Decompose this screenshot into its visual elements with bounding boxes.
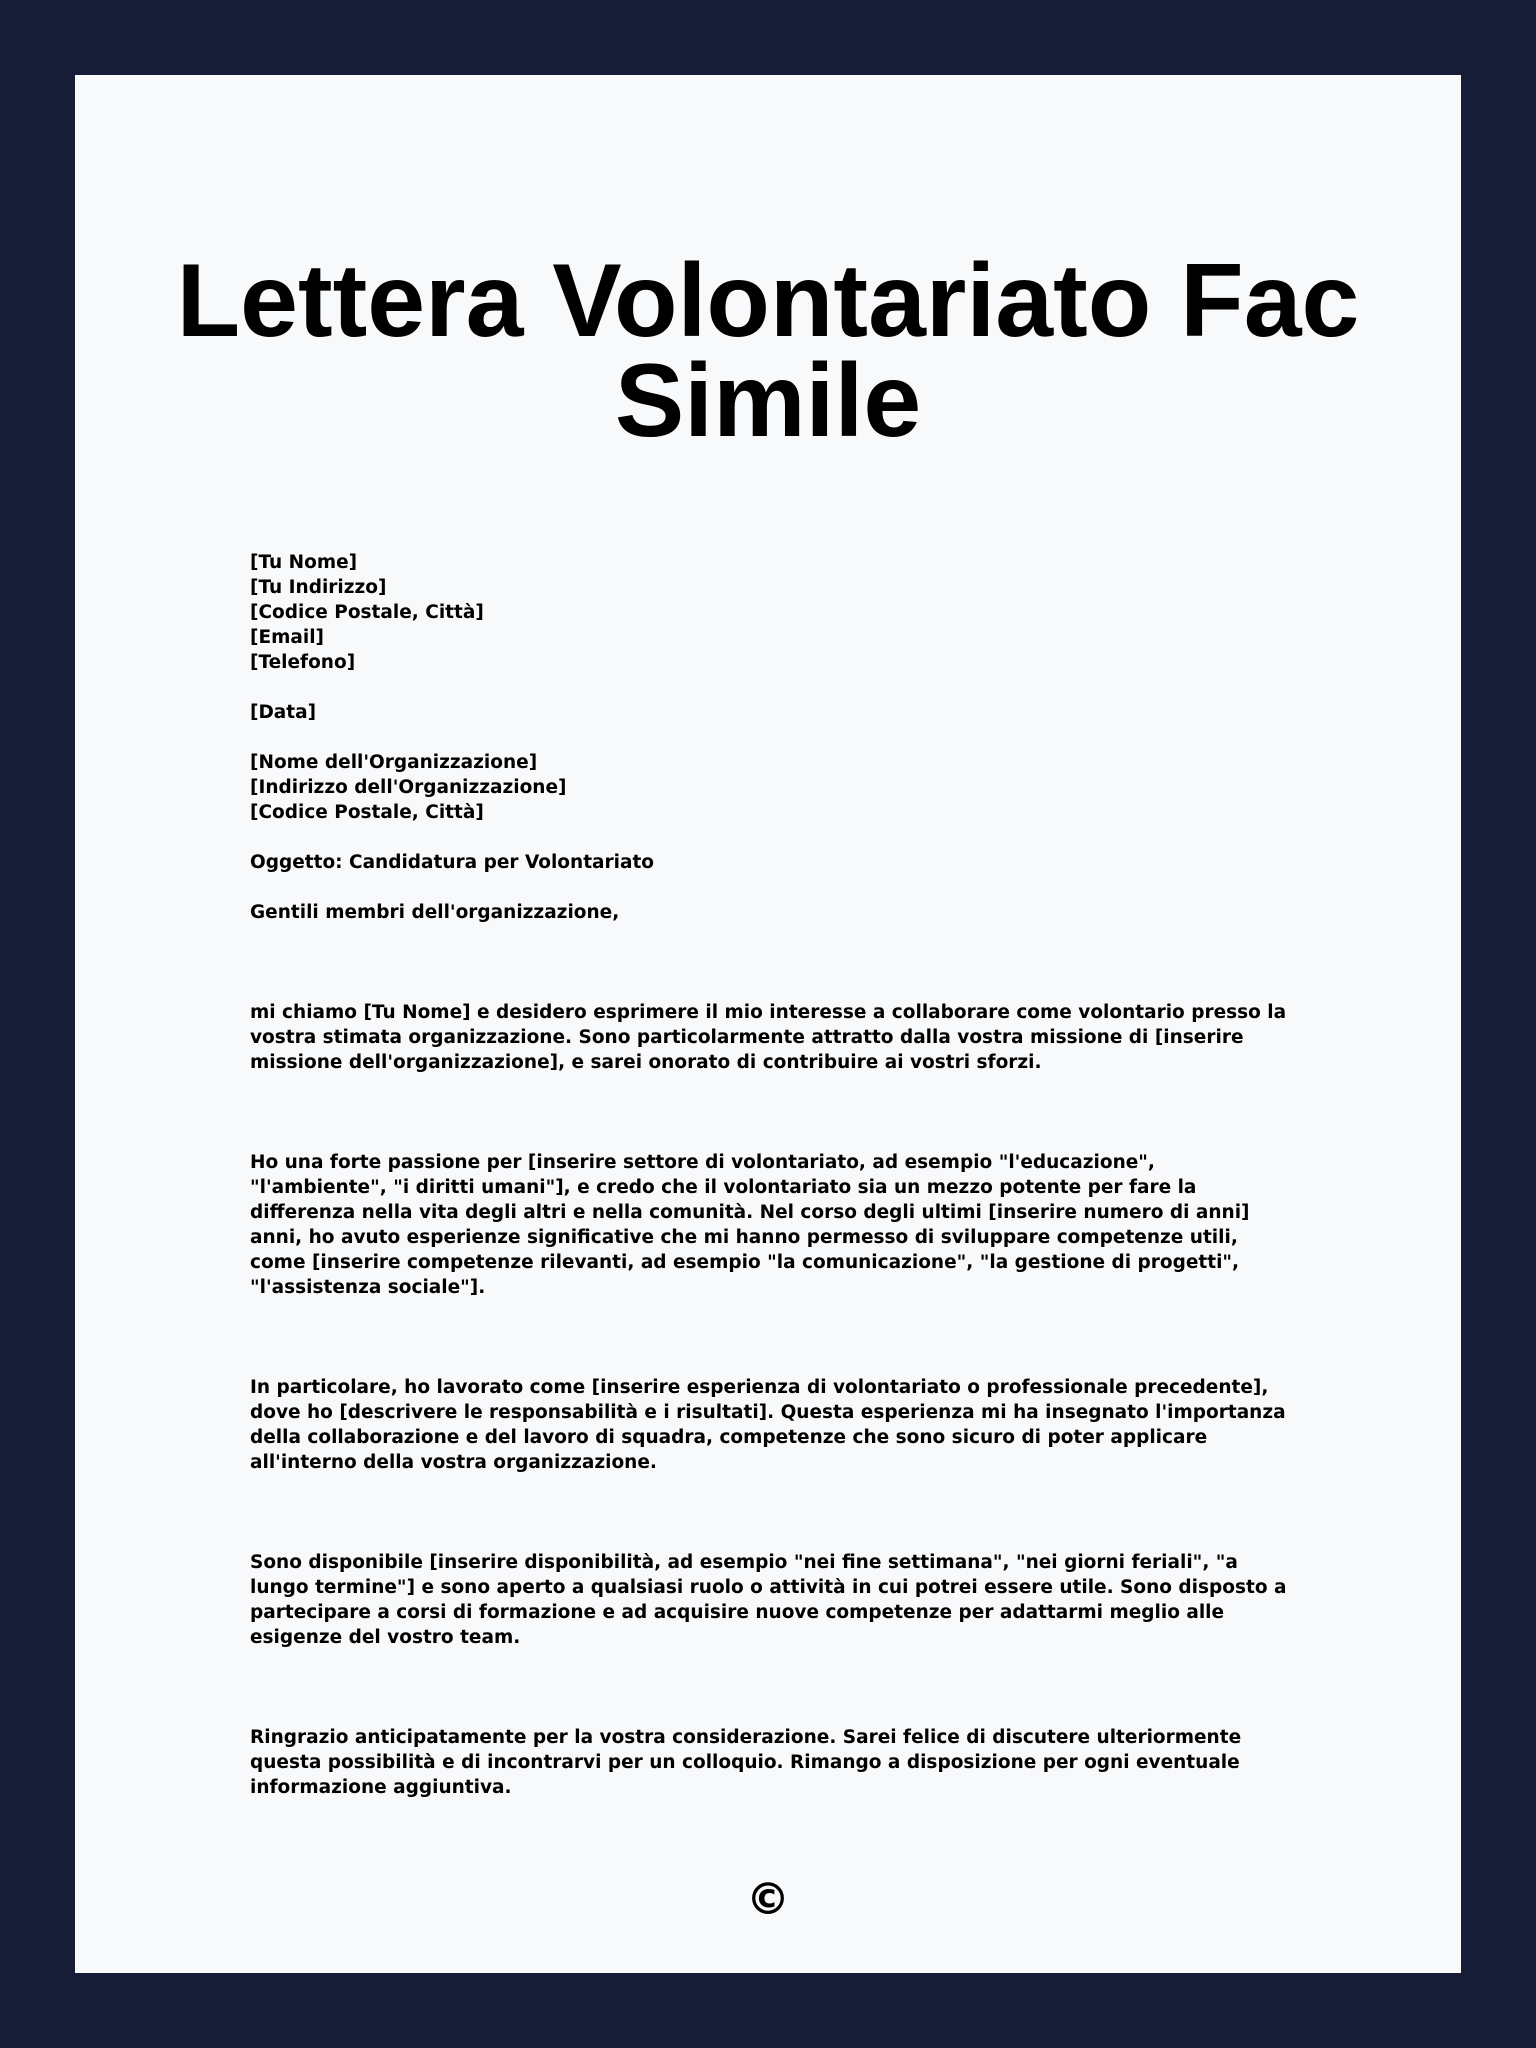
recipient-city: [Codice Postale, Città] (250, 802, 484, 823)
paragraph-passion: Ho una forte passione per [inserire settore di volontariato, ad esempio "l'educazione", "l'ambiente", "i diritti umani"], e credo che il volontariato sia un mezzo potente per fare la differenza nella vita degli altri e nella comunità. Nel corso degli ultimi [inserire numero di anni] anni, ho avuto esperienze significative che mi hanno permesso di sviluppare competenze utili, come [inserire competenze rilevanti, ad esempio "la comunicazione", "la gestione di progetti", "l'assistenza sociale"]. (250, 1152, 1250, 1298)
sender-city: [Codice Postale, Città] (250, 602, 484, 623)
page-title: Lettera Volontariato Fac Simile (176, 243, 1360, 459)
paragraph-availability: Sono disponibile [inserire disponibilità, ad esempio "nei fine settimana", "nei giorni feriali", "a lungo termine"] e sono aperto a qualsiasi ruolo o attività in cui potrei essere utile. Sono disposto a partecipare a corsi di formazione e ad acquisire nuove competenze per adattarmi meglio alle esigenze del vostro team. (250, 1552, 1287, 1648)
recipient-name: [Nome dell'Organizzazione] (250, 752, 538, 773)
sender-email: [Email] (250, 627, 324, 648)
letter-date: [Data] (250, 702, 317, 723)
sender-name: [Tu Nome] (250, 552, 358, 573)
letter-salutation: Gentili membri dell'organizzazione, (250, 902, 620, 923)
copyright-icon: © (746, 1874, 790, 1925)
letter-page (75, 75, 1461, 1973)
recipient-block (250, 750, 1290, 825)
sender-block (250, 550, 1290, 675)
letter-body (250, 550, 1290, 1800)
paragraph-closing: Ringrazio anticipatamente per la vostra considerazione. Sarei felice di discutere ulteriormente questa possibilità e di incontrarvi per un colloquio. Rimango a disposizione per ogni eventuale informazione aggiuntiva. (250, 1727, 1242, 1798)
letter-subject: Oggetto: Candidatura per Volontariato (250, 852, 655, 873)
sender-phone: [Telefono] (250, 652, 356, 673)
paragraph-experience: In particolare, ho lavorato come [inserire esperienza di volontariato o professionale precedente], dove ho [descrivere le responsabilità e i risultati]. Questa esperienza mi ha insegnato l'importanza della collaborazione e del lavoro di squadra, competenze che sono sicuro di poter applicare all'interno della vostra organizzazione. (250, 1377, 1286, 1473)
sender-address: [Tu Indirizzo] (250, 577, 387, 598)
recipient-address: [Indirizzo dell'Organizzazione] (250, 777, 567, 798)
paragraph-intro: mi chiamo [Tu Nome] e desidero esprimere il mio interesse a collaborare come volontario presso la vostra stimata organizzazione. Sono particolarmente attratto dalla vostra missione di [inserire missione dell'organizzazione], e sarei onorato di contribuire ai vostri sforzi. (250, 1002, 1287, 1073)
